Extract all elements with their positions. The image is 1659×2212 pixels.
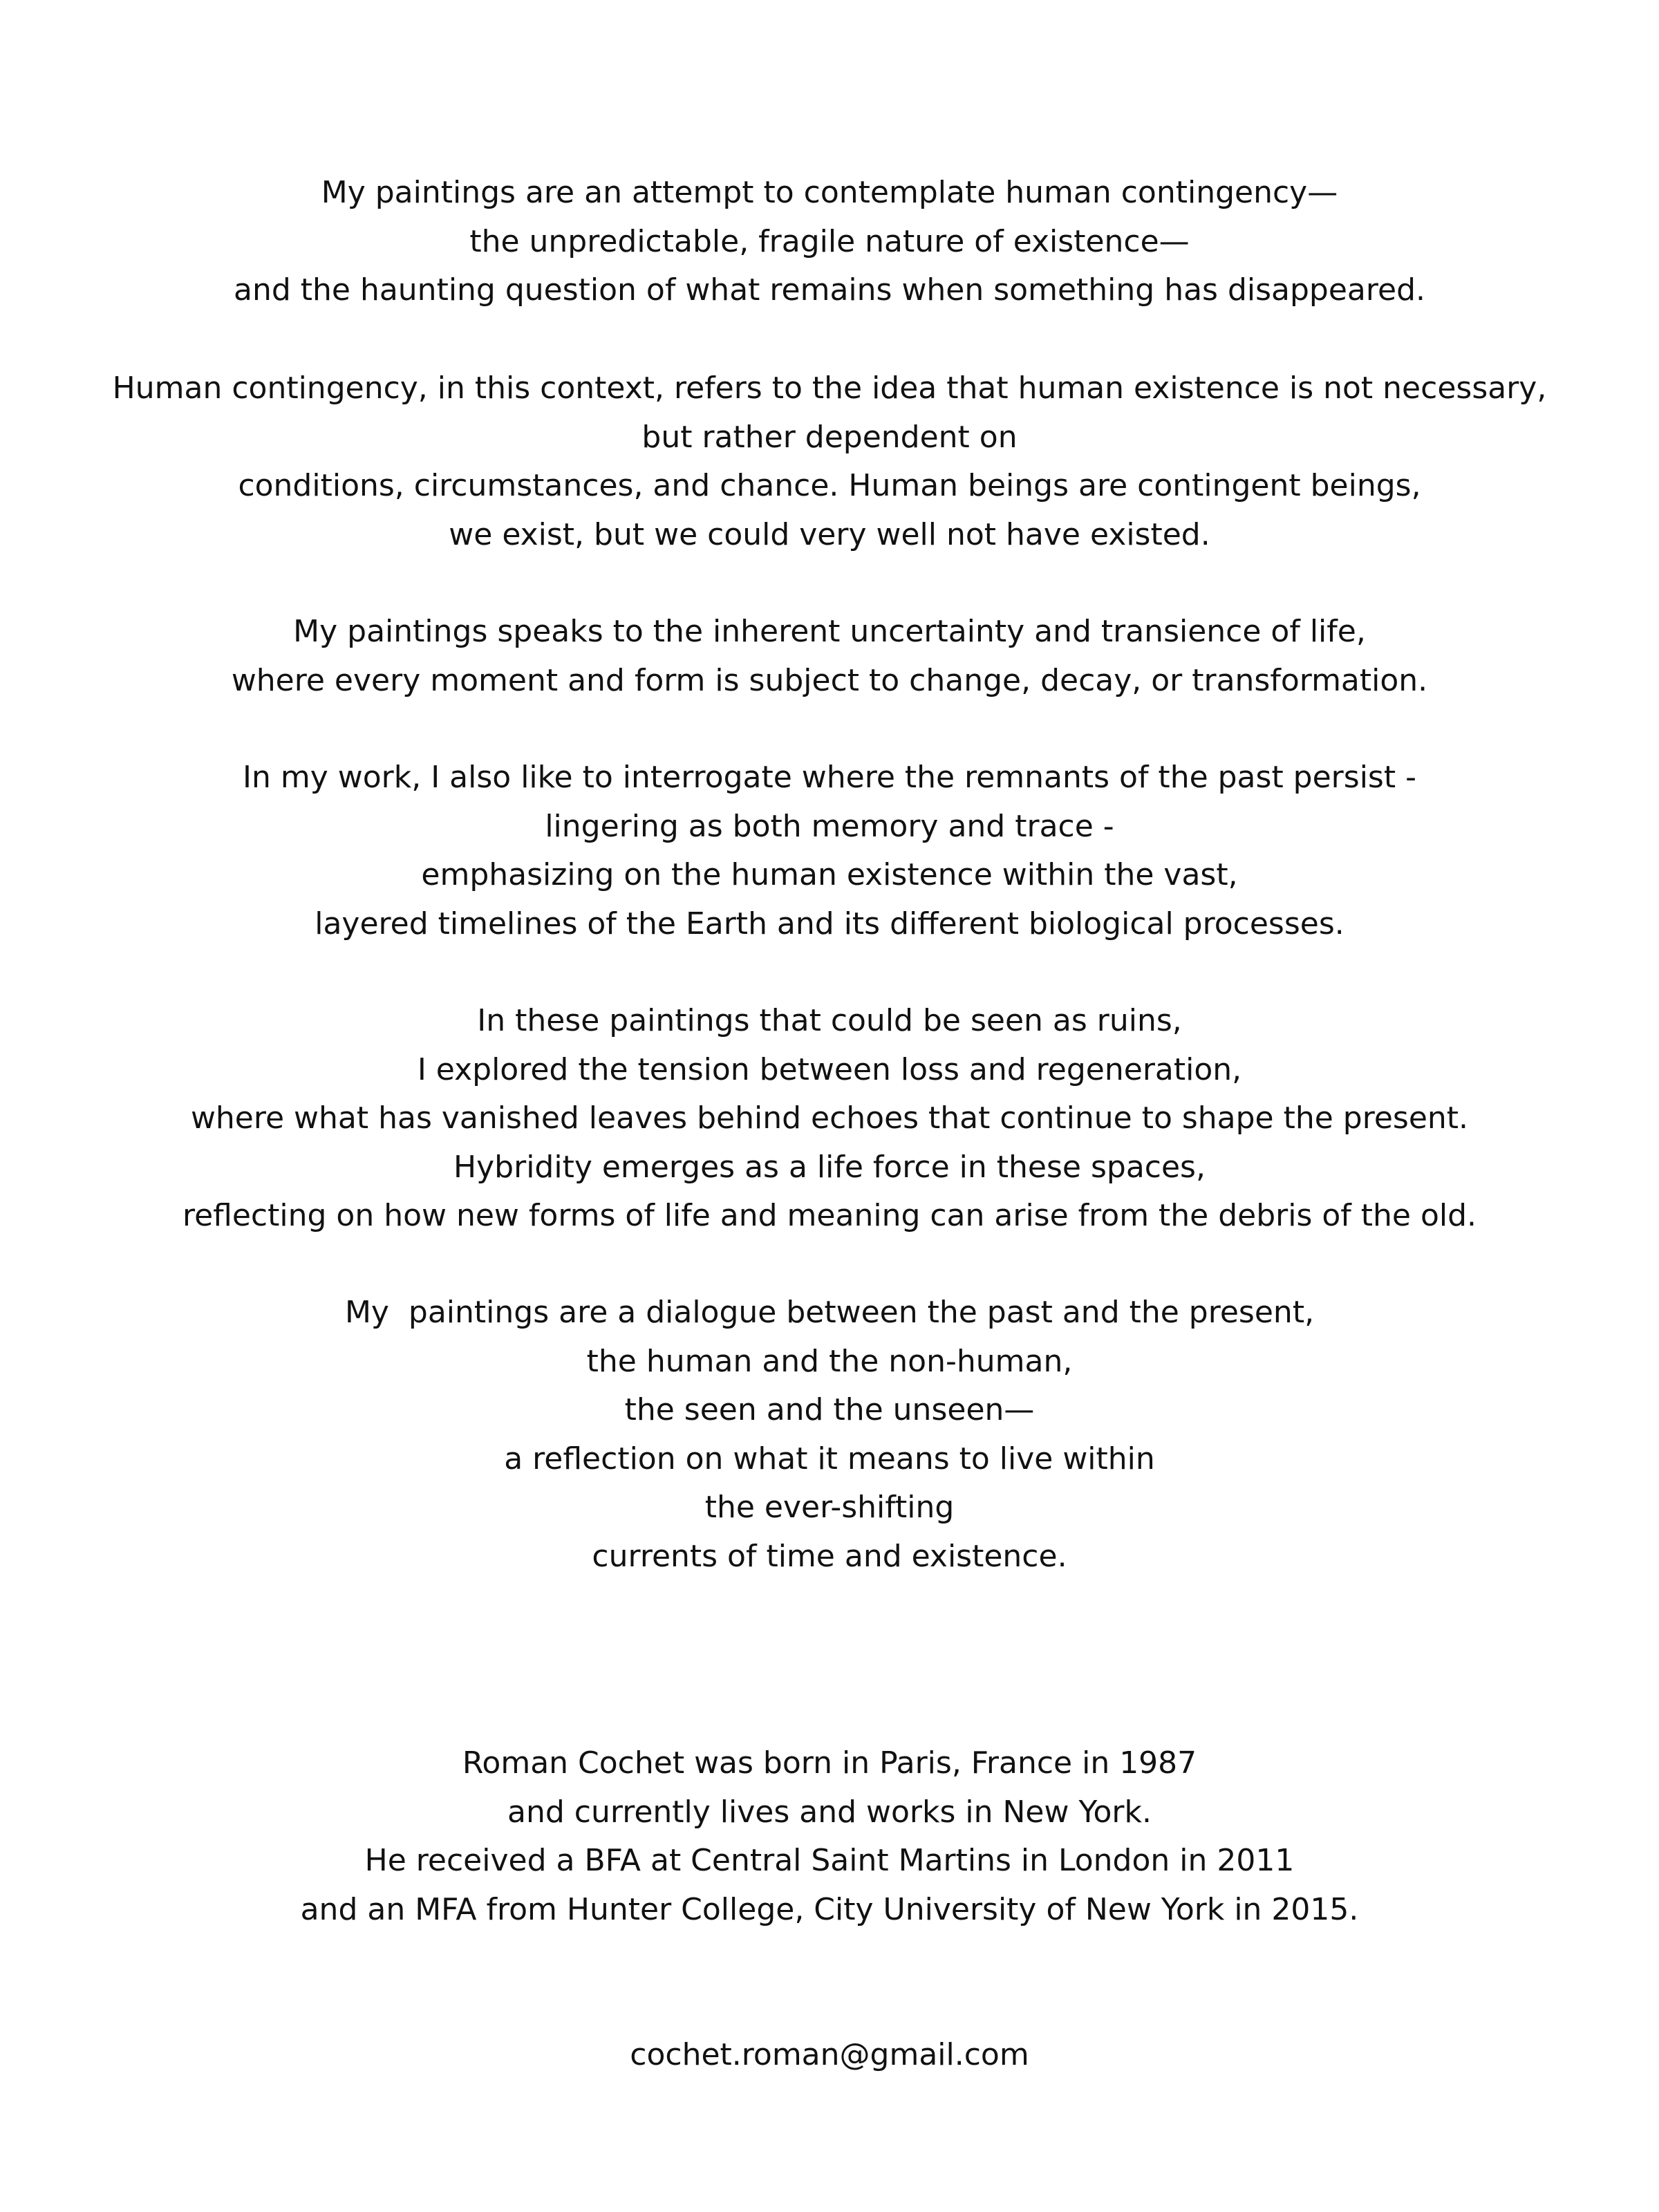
bio-line: and an MFA from Hunter College, City University of New York in 2015. xyxy=(300,1891,1359,1927)
statement-paragraph-6 xyxy=(0,1288,1659,1581)
statement-line: In my work, I also like to interrogate where the remnants of the past persist - xyxy=(243,760,1416,795)
statement-line: emphasizing on the human existence within the vast, xyxy=(421,857,1238,892)
statement-line: currents of time and existence. xyxy=(592,1538,1067,1574)
statement-line: lingering as both memory and trace - xyxy=(545,808,1114,844)
statement-paragraph-4 xyxy=(0,753,1659,948)
statement-line: the ever-shifting xyxy=(704,1490,955,1525)
statement-line: but rather dependent on xyxy=(641,419,1018,455)
statement-line: My paintings are an attempt to contemplate human contingency— xyxy=(321,175,1338,210)
statement-line: My paintings are a dialogue between the past and the present, xyxy=(344,1295,1315,1330)
statement-line: My paintings speaks to the inherent uncertainty and transience of life, xyxy=(293,614,1366,649)
statement-paragraph-5 xyxy=(0,997,1659,1241)
statement-line: I explored the tension between loss and regeneration, xyxy=(417,1051,1242,1087)
statement-line: the unpredictable, fragile nature of existence— xyxy=(469,223,1190,259)
statement-paragraph-1 xyxy=(0,169,1659,315)
bio-line: Roman Cochet was born in Paris, France in 1987 xyxy=(462,1745,1197,1781)
statement-line: conditions, circumstances, and chance. Human beings are contingent beings, xyxy=(238,468,1421,503)
statement-line: Human contingency, in this context, refers to the idea that human existence is not necessary, xyxy=(112,371,1547,406)
bio-line: and currently lives and works in New York. xyxy=(507,1794,1152,1830)
statement-line: In these paintings that could be seen as ruins, xyxy=(477,1003,1182,1038)
statement-line: the human and the non-human, xyxy=(586,1343,1073,1379)
statement-line: and the haunting question of what remains when something has disappeared. xyxy=(233,272,1425,308)
statement-line: we exist, but we could very well not have existed. xyxy=(449,516,1210,552)
statement-line: a reflection on what it means to live within xyxy=(504,1441,1155,1477)
statement-line: reflecting on how new forms of life and meaning can arise from the debris of the old. xyxy=(182,1198,1477,1233)
bio-line: He received a BFA at Central Saint Martins in London in 2011 xyxy=(364,1843,1295,1878)
statement-line: layered timelines of the Earth and its different biological processes. xyxy=(315,906,1344,941)
statement-line: the seen and the unseen— xyxy=(624,1392,1035,1427)
artist-bio xyxy=(0,1739,1659,1934)
statement-line: Hybridity emerges as a life force in these spaces, xyxy=(453,1149,1206,1185)
statement-line: where what has vanished leaves behind echoes that continue to shape the present. xyxy=(190,1100,1469,1136)
contact-email: cochet.roman@gmail.com xyxy=(630,2037,1029,2072)
contact-section xyxy=(0,2031,1659,2080)
statement-paragraph-2 xyxy=(0,364,1659,559)
statement-line: where every moment and form is subject to change, decay, or transformation. xyxy=(231,662,1428,698)
statement-paragraph-3 xyxy=(0,608,1659,705)
